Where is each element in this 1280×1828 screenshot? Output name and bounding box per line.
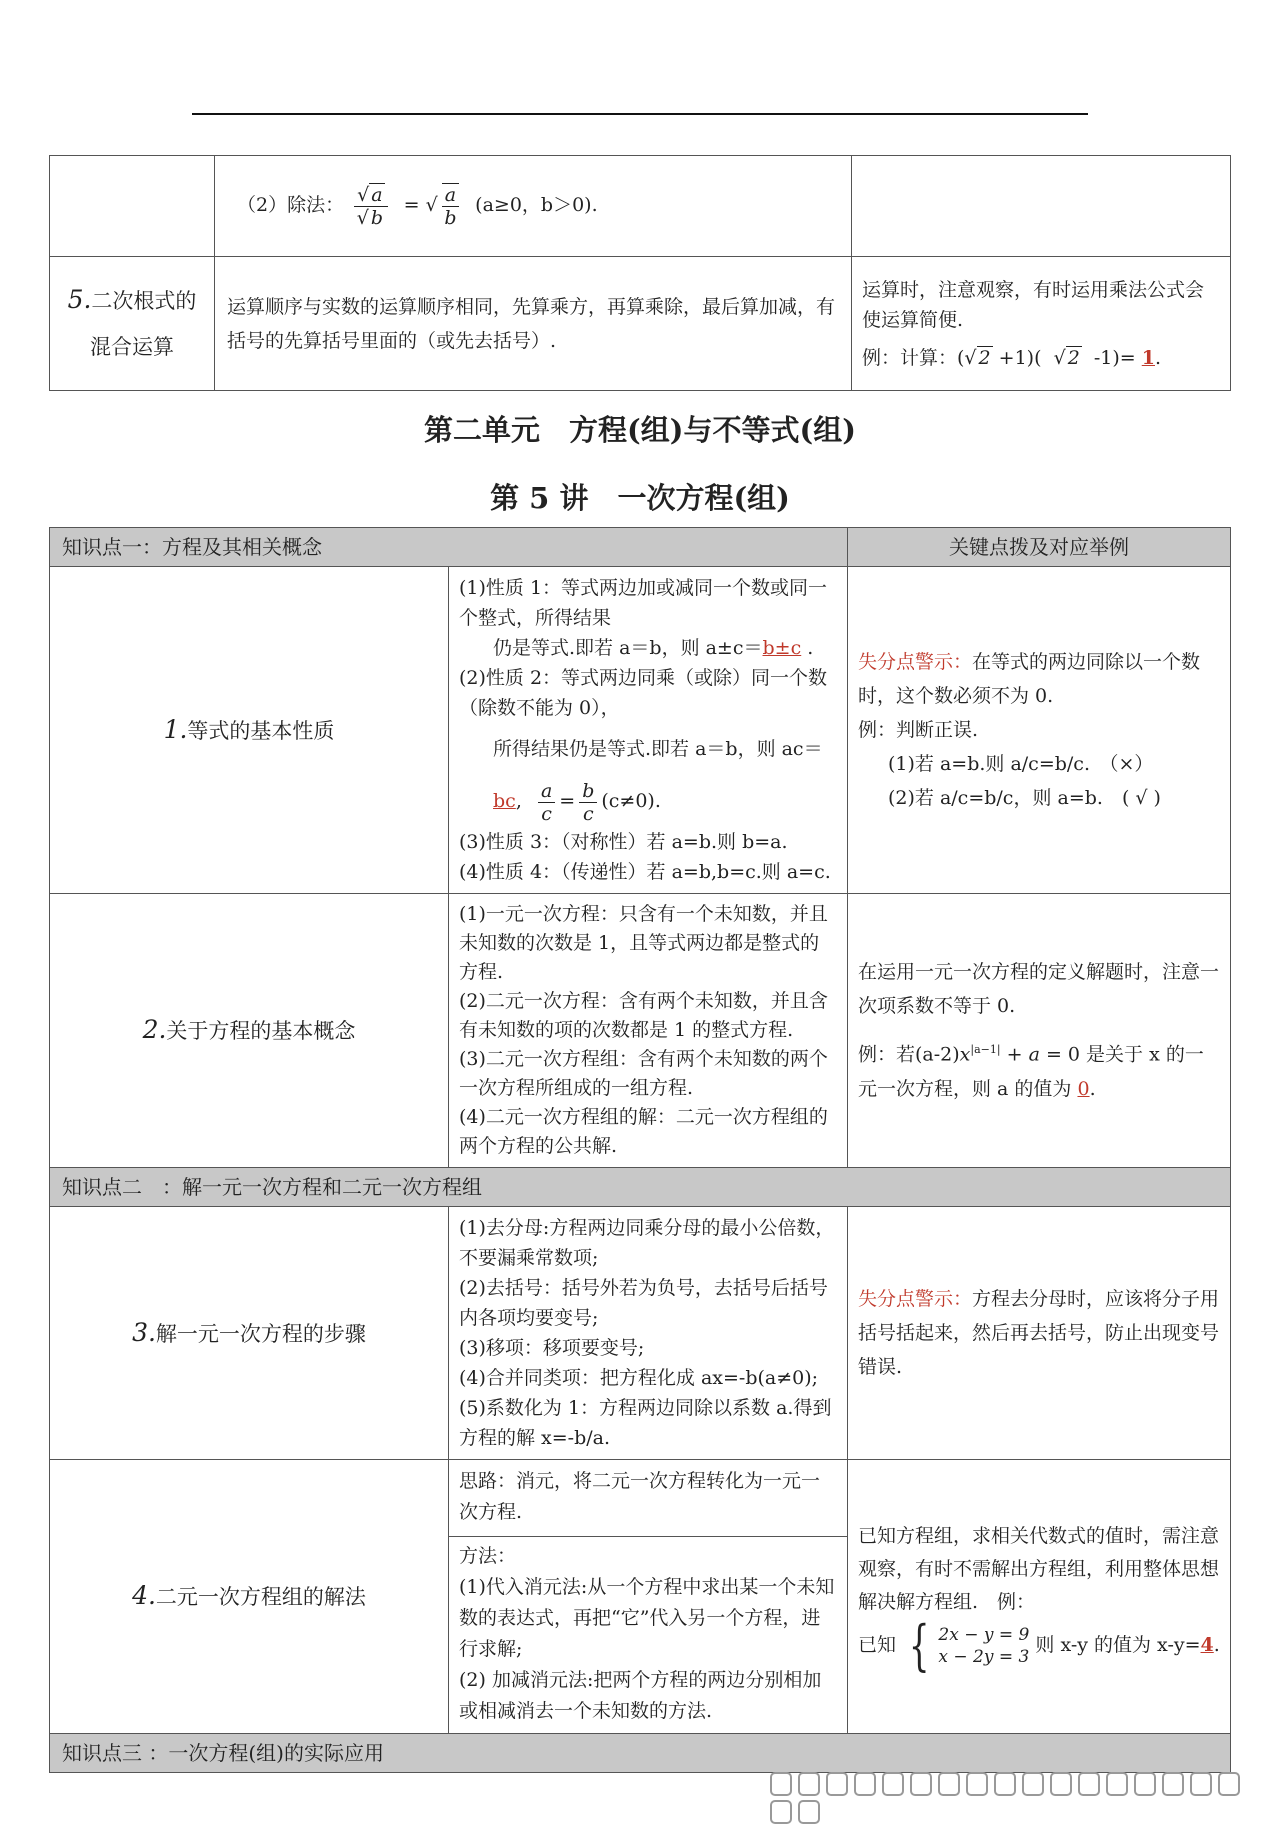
row-title: 1.等式的基本性质 — [50, 567, 449, 894]
row-content: 运算顺序与实数的运算顺序相同，先算乘方，再算乘除，最后算加减，有括号的先算括号里面的（或先去括号）. — [215, 257, 852, 391]
bottom-decoration — [770, 1772, 1260, 1798]
solve-system-row — [50, 1460, 1231, 1734]
row-title: 4.二元一次方程组的解法 — [50, 1460, 449, 1734]
equation-system: { 2x − y = 9 x − 2y = 3 — [908, 1614, 1030, 1677]
fraction-a-over-b: $\frac{a}{b}$ — [442, 183, 459, 229]
row-tip: 在运用一元一次方程的定义解题时，注意一次项系数不等于 0. 例：若$(a-2)x^{|a-1|} + a = 0$ 是关于 x 的一元一次方程，则 a 的值为 0. — [848, 894, 1231, 1168]
unit-title: 第二单元 方程(组)与不等式(组) — [424, 413, 856, 447]
row-title: 3.解一元一次方程的步骤 — [50, 1207, 449, 1460]
solve-linear-equation-row — [50, 1207, 1231, 1460]
row-tip: 失分点警示：在等式的两边同除以一个数时，这个数必须不为 0. 例：判断正误. (1)若 a=b.则 a/c=b/c. （×） (2)若 a/c=b/c，则 a=b. ( √ ) — [848, 567, 1231, 894]
mixed-operation-row — [50, 257, 1231, 391]
section-header-3: 知识点三 ：一次方程(组)的实际应用 — [50, 1734, 1231, 1773]
row-title: 2.关于方程的基本概念 — [50, 894, 449, 1168]
top-table — [49, 155, 1231, 391]
division-cell: （2）除法： $\frac{√ a}{√ b}$ = √ $\frac{a}{b}$ (a≥0，b＞0). — [215, 156, 852, 257]
row-content: (1)去分母:方程两边同乘分母的最小公倍数，不要漏乘常数项; (2)去括号：括号外若为负号，去括号后括号内各项均要变号; (3)移项：移项要变号; (4)合并同类项：把方程化成 ax=-b(a≠0); (5)系数化为 1：方程两边同除以系数 a.得到方程的解 x=-b/a. — [449, 1207, 848, 1460]
row-content: (1)一元一次方程：只含有一个未知数，并且未知数的次数是 1，且等式两边都是整式的方程. (2)二元一次方程：含有两个未知数，并且含有未知数的项的次数都是 1 的整式方程. (3)二元一次方程组：含有两个未知数的两个一次方程所组成的一组方程. (4)二元一次方程组的解：二元一次方程组的两个方程的公共解. — [449, 894, 848, 1168]
row-content: (1)性质 1：等式两边加或减同一个数或同一个整式，所得结果 仍是等式.即若 a＝b，则 a±c＝b±c . (2)性质 2：等式两边同乘（或除）同一个数（除数不能为 0）， 所得结果仍是等式.即若 a＝b，则 ac＝bc, $\frac{a}{c}$ = $\frac{b}{c}$ (c≠0). (3)性质 3：（对称性）若 a=b.则 b=a. (4)性质 4：（传递性）若 a=b,b=c.则 a=c. — [449, 567, 848, 894]
section-header-1: 知识点一：方程及其相关概念 关键点拨及对应举例 — [50, 528, 1231, 567]
equation-properties-row — [50, 567, 1231, 894]
fraction-sqrt-a-over-sqrt-b: $\frac{√ a}{√ b}$ — [354, 184, 387, 229]
row-tip: 运算时，注意观察，有时运用乘法公式会使运算简便. 例：计算：(√ 2 +1)( √ 2 -1)= 1. — [852, 257, 1231, 391]
row-content: 思路：消元，将二元一次方程转化为一元一次方程. 方法： (1)代入消元法:从一个方程中求出某一个未知数的表达式，再把“它”代入另一个方程，进行求解; (2) 加减消元法:把两个方程的两边分别相加或相减消去一个未知数的方法. — [449, 1460, 848, 1734]
row-title: 5.二次根式的混合运算 — [50, 257, 215, 391]
row-tip: 失分点警示：方程去分母时，应该将分子用括号括起来，然后再去括号，防止出现变号错误. — [848, 1207, 1231, 1460]
top-rule — [192, 113, 1088, 115]
section-header-2: 知识点二 ：解一元一次方程和二元一次方程组 — [50, 1168, 1231, 1207]
equation-concepts-row — [50, 894, 1231, 1168]
main-table — [49, 527, 1231, 1773]
lecture-title: 第 5 讲 一次方程(组) — [490, 481, 790, 515]
division-row — [50, 156, 1231, 257]
row-tip: 已知方程组，求相关代数式的值时，需注意观察，有时不需解出方程组，利用整体思想解决解方程组. 例： 已知 { 2x − y = 9 x − 2y = 3 则 x-y 的值为 x-y=4. — [848, 1460, 1231, 1734]
